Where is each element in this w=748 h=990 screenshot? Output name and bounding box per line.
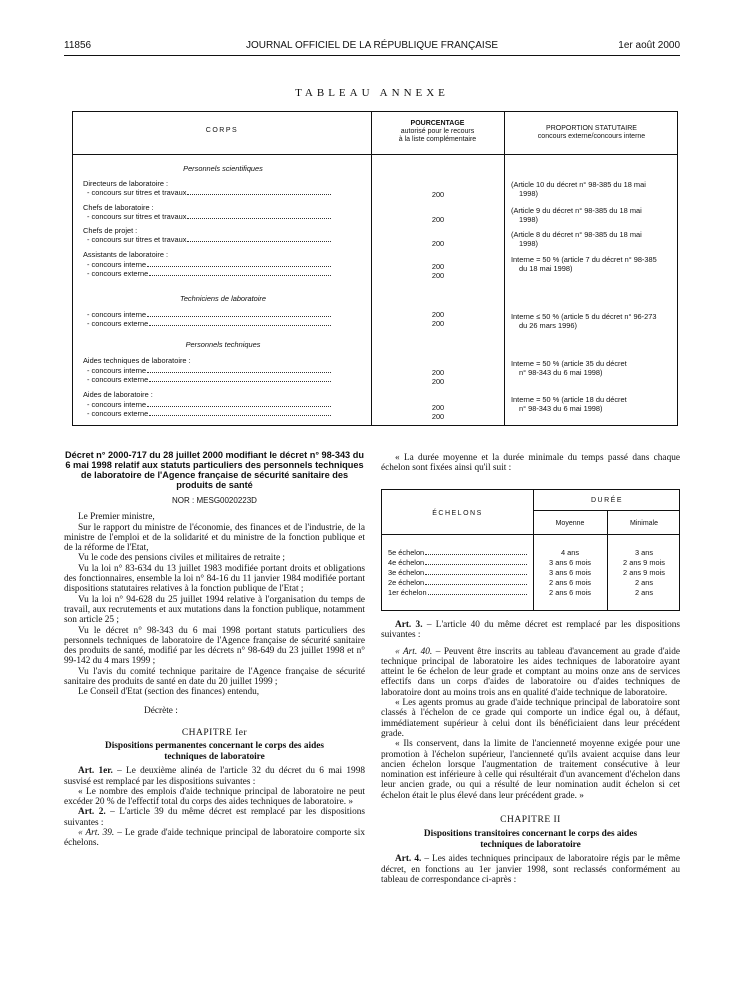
col-header-pct-sub: à la liste complémentaire	[398, 136, 477, 143]
paragraph: Le Conseil d'Etat (section des finances) entendu,	[78, 687, 260, 698]
pct-value: 200	[431, 215, 445, 224]
echelon-moyenne: 2 ans 6 mois	[549, 578, 591, 587]
echelon-minimale: 3 ans	[634, 548, 654, 557]
pct-value: 200	[431, 412, 445, 421]
echelon-minimale: 2 ans	[634, 588, 654, 597]
statutory-note: Interne = 50 % (article 35 du décret n° 98-343 du 6 mai 1998)	[511, 359, 627, 377]
decrete-line: Décrète :	[144, 705, 178, 716]
group-label: Aides de laboratoire :	[83, 390, 153, 399]
paragraph: Vu la loi n° 83-634 du 13 juillet 1983 modifiée portant droits et obligations des fonctionnaires, ensemble la loi n° 84-16 du 11 janvier 1984 modifiée portant dispositions statutaires relatives à la fonction publique de l'Etat ;	[64, 563, 365, 595]
journal-title: JOURNAL OFFICIEL DE LA RÉPUBLIQUE FRANÇAISE	[245, 40, 499, 51]
chapter-title: Dispositions permanentes concernant le corps des aides techniques de laboratoire	[105, 741, 324, 762]
pct-value: 200	[431, 310, 445, 319]
pct-value: 200	[431, 190, 445, 199]
pct-value: 200	[431, 319, 445, 328]
row-label: - concours sur titres et travaux	[87, 235, 332, 244]
statutory-note: (Article 10 du décret n° 98-385 du 18 mai 1998)	[511, 180, 646, 198]
issue-date: 1er août 2000	[618, 40, 680, 51]
col-header-minimale: Minimale	[629, 520, 658, 527]
annex-table	[72, 111, 678, 426]
header-rule	[64, 55, 680, 56]
nor-reference: NOR : MESG0020223D	[172, 496, 257, 505]
paragraph: Vu la loi n° 94-628 du 25 juillet 1994 relative à l'organisation du temps de travail, aux recrutements et aux mutations dans la fonction publique, notamment son article 25 ;	[64, 594, 365, 626]
echelon-label: 3e échelon	[388, 568, 528, 577]
pct-value: 200	[431, 239, 445, 248]
statutory-note: (Article 9 du décret n° 98-385 du 18 mai 1998)	[511, 206, 642, 224]
pct-value: 200	[431, 368, 445, 377]
echelon-minimale: 2 ans 9 mois	[623, 568, 665, 577]
pct-value: 200	[431, 377, 445, 386]
statutory-note: Interne = 50 % (article 18 du décret n° 98-343 du 6 mai 1998)	[511, 395, 627, 413]
paragraph: Le Premier ministre,	[78, 512, 155, 523]
col-divider	[504, 112, 505, 425]
echelon-moyenne: 2 ans 6 mois	[549, 588, 591, 597]
duration-intro: « La durée moyenne et la durée minimale du temps passé dans chaque échelon sont fixées ainsi qu'il suit :	[381, 453, 680, 474]
annex-title: TABLEAU ANNEXE	[295, 87, 449, 99]
row-label: - concours externe	[87, 409, 332, 418]
col-header-echelons: ÉCHELONS	[432, 510, 483, 517]
right-column-top	[381, 453, 680, 474]
page-number: 11856	[64, 40, 92, 51]
article-1-quote: « Le nombre des emplois d'aide technique principal de laboratoire ne peut excéder 20 % de l'effectif total du corps des aides techniques de laboratoire. »	[64, 786, 365, 808]
section-title: Techniciens de laboratoire	[179, 294, 266, 303]
echelons-table	[381, 489, 680, 611]
col-header-pct-title: POURCENTAGE	[410, 120, 465, 127]
paragraph: Sur le rapport du ministre de l'économie, des finances et de l'industrie, de la ministre de l'emploi et de la solidarité et du ministre de la fonction publique et de la réforme de l'Etat,	[64, 522, 365, 554]
row-label: - concours externe	[87, 375, 332, 384]
col-header-corps: CORPS	[205, 127, 239, 134]
row-label: - concours externe	[87, 319, 332, 328]
row-label: - concours sur titres et travaux	[87, 188, 332, 197]
col-divider	[371, 112, 372, 425]
chapter-heading: CHAPITRE Ier	[181, 727, 248, 738]
col-header-prop-title: PROPORTION STATUTAIRE	[546, 125, 637, 132]
row-label: - concours interne	[87, 260, 332, 269]
article-40: « Art. 40. – Peuvent être inscrits au tableau d'avancement au grade d'aide technique principal de laboratoire les aides techniques de laboratoire ayant atteint le 6e échelon de leur grade et comptant au moins onze ans de services effectifs dans un corps d'aides de laboratoire ou d'aides techniques de laboratoire dont au moins trois ans en qualité d'aide technique de laboratoire.	[381, 646, 680, 698]
col-header-pct-sub: autorisé pour le recours	[400, 128, 475, 135]
row-divider	[533, 510, 679, 511]
echelon-label: 1er échelon	[388, 588, 528, 597]
statutory-note: Interne = 50 % (article 7 du décret n° 98-385 du 18 mai 1998)	[511, 255, 657, 273]
article-2: Art. 2. – L'article 39 du même décret est remplacé par les dispositions suivantes :	[64, 807, 366, 828]
echelon-moyenne: 4 ans	[560, 548, 580, 557]
col-header-pct	[371, 120, 504, 144]
echelon-minimale: 2 ans 9 mois	[623, 558, 665, 567]
col-header-prop	[504, 125, 679, 141]
pct-value: 200	[431, 271, 445, 280]
paragraph: Vu le décret n° 98-343 du 6 mai 1998 portant statuts particuliers des personnels techniques de laboratoire de l'Agence française de sécurité sanitaire des produits de santé, modifié par les décrets n° 98-649 du 23 juillet 1998 et n° 99-142 du 4 mars 1999 ;	[64, 625, 365, 667]
page-header	[64, 40, 680, 54]
echelon-moyenne: 3 ans 6 mois	[549, 558, 591, 567]
group-label: Chefs de projet :	[83, 226, 138, 235]
header-divider	[73, 154, 677, 155]
echelon-label: 2e échelon	[388, 578, 528, 587]
statutory-note: (Article 8 du décret n° 98-385 du 18 mai 1998)	[511, 230, 642, 248]
row-label: - concours interne	[87, 366, 332, 375]
left-column	[64, 450, 365, 849]
echelon-label: 5e échelon	[388, 548, 528, 557]
echelon-minimale: 2 ans	[634, 578, 654, 587]
chapter-title: Dispositions transitoires concernant le corps des aides techniques de laboratoire	[423, 829, 638, 850]
col-header-prop-sub: concours externe/concours interne	[537, 133, 646, 140]
paragraph: Vu l'avis du comité technique paritaire de l'Agence française de sécurité sanitaire des produits de santé en date du 20 juillet 1999 ;	[64, 666, 365, 688]
article-39: « Art. 39. – Le grade d'aide technique principal de laboratoire comporte six échelons.	[64, 828, 365, 849]
right-column-bottom	[381, 620, 680, 885]
group-label: Directeurs de laboratoire :	[83, 179, 169, 188]
pct-value: 200	[431, 262, 445, 271]
echelon-label: 4e échelon	[388, 558, 528, 567]
col-header-moyenne: Moyenne	[555, 520, 585, 527]
row-label: - concours interne	[87, 400, 332, 409]
article-4: Art. 4. – Les aides techniques principaux de laboratoire régis par le même décret, en fonctions au 1er janvier 1998, sont reclassés conformément au tableau de correspondance ci-après :	[381, 854, 680, 885]
section-title: Personnels techniques	[185, 340, 261, 349]
article-40-p2: « Les agents promus au grade d'aide technique principal de laboratoire sont classés à l'échelon de ce grade qui comporte un indice égal ou, à défaut, immédiatement supérieur à celui dont ils bénéficiaient dans leur précédent grade.	[381, 698, 680, 739]
decree-title: Décret n° 2000-717 du 28 juillet 2000 modifiant le décret n° 98-343 du 6 mai 1998 relatif aux statuts particuliers des personnels techniques de laboratoire de l'Agence française de sécurité sanitaire des produits de santé	[65, 450, 364, 490]
article-1: Art. 1er. – Le deuxième alinéa de l'article 32 du décret du 6 mai 1998 susvisé est remplacé par les dispositions suivantes :	[64, 766, 365, 787]
row-label: - concours externe	[87, 269, 332, 278]
col-header-duree: DURÉE	[590, 497, 623, 504]
group-label: Chefs de laboratoire :	[83, 203, 154, 212]
group-label: Aides techniques de laboratoire :	[83, 356, 191, 365]
article-40-p3: « Ils conservent, dans la limite de l'ancienneté moyenne exigée pour une promotion à l'échelon supérieur, l'ancienneté qu'ils avaient acquise dans leur ancien échelon lorsque l'augmentation de traitement consécutive à leur nomination est inférieure à celle qui résultérait d'un avancement d'échelon dans leur ancien grade, ou qui a résulté de leur nomination audit échelon si cet échelon était le plus élevé dans leur précédent grade. »	[381, 739, 680, 801]
chapter-heading: CHAPITRE II	[500, 815, 561, 826]
row-divider	[382, 534, 679, 535]
article-3: Art. 3. – L'article 40 du même décret est remplacé par les dispositions suivantes :	[381, 620, 680, 641]
row-label: - concours sur titres et travaux	[87, 212, 332, 221]
paragraph: Vu le code des pensions civiles et militaires de retraite ;	[78, 553, 286, 564]
group-label: Assistants de laboratoire :	[83, 250, 169, 259]
section-title: Personnels scientifiques	[183, 164, 263, 173]
statutory-note: Interne ≤ 50 % (article 5 du décret n° 96-273 du 26 mars 1996)	[511, 312, 657, 330]
pct-value: 200	[431, 403, 445, 412]
echelon-moyenne: 3 ans 6 mois	[549, 568, 591, 577]
row-label: - concours interne	[87, 310, 332, 319]
